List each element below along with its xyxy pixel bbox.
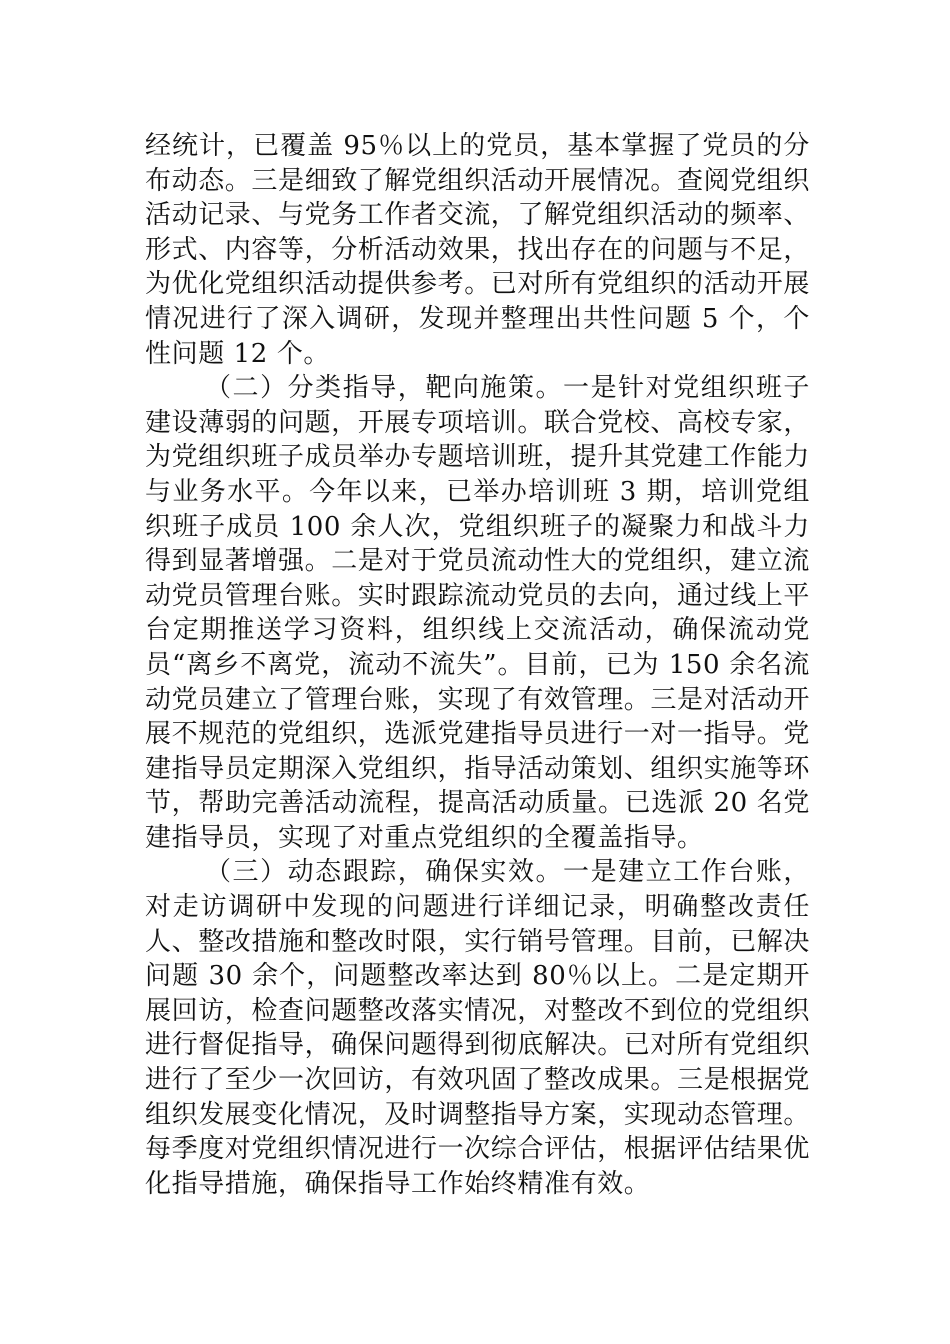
paragraph-survey-continuation: 经统计，已覆盖 95％以上的党员，基本掌握了党员的分布动态。三是细致了解党组织活动开展情况。查阅党组织活动记录、与党务工作者交流，了解党组织活动的频率、形式、内容等，分析活动效果，找出存在的问题与不足，为优化党组织活动提供参考。已对所有党组织的活动开展情况进行了深入调研，发现并整理出共性问题 5 个，个性问题 12 个。 bbox=[145, 131, 811, 369]
paragraph-classified-guidance: （二）分类指导，靶向施策。一是针对党组织班子建设薄弱的问题，开展专项培训。联合党校、高校专家，为党组织班子成员举办专题培训班，提升其党建工作能力与业务水平。今年以来，已举办培训班 3 期，培训党组织班子成员 100 余人次，党组织班子的凝聚力和战斗力得到显著增强。二是对于党员流动性大的党组织，建立流动党员管理台账。实时跟踪流动党员的去向，通过线上平台定期推送学习资料，组织线上交流活动，确保流动党员“离乡不离党，流动不流失”。目前，已为 150 余名流动党员建立了管理台账，实现了有效管理。三是对活动开展不规范的党组织，选派党建指导员进行一对一指导。党建指导员定期深入党组织，指导活动策划、组织实施等环节，帮助完善活动流程，提高活动质量。已选派 20 名党建指导员，实现了对重点党组织的全覆盖指导。 bbox=[145, 373, 811, 853]
paragraph-dynamic-tracking: （三）动态跟踪，确保实效。一是建立工作台账，对走访调研中发现的问题进行详细记录，明确整改责任人、整改措施和整改时限，实行销号管理。目前，已解决问题 30 余个，问题整改率达到 80％以上。二是定期开展回访，检查问题整改落实情况，对整改不到位的党组织进行督促指导，确保问题得到彻底解决。已对所有党组织进行了至少一次回访，有效巩固了整改成果。三是根据党组织发展变化情况，及时调整指导方案，实现动态管理。每季度对党组织情况进行一次综合评估，根据评估结果优化指导措施，确保指导工作始终精准有效。 bbox=[145, 857, 811, 1199]
document-body bbox=[145, 129, 810, 1201]
